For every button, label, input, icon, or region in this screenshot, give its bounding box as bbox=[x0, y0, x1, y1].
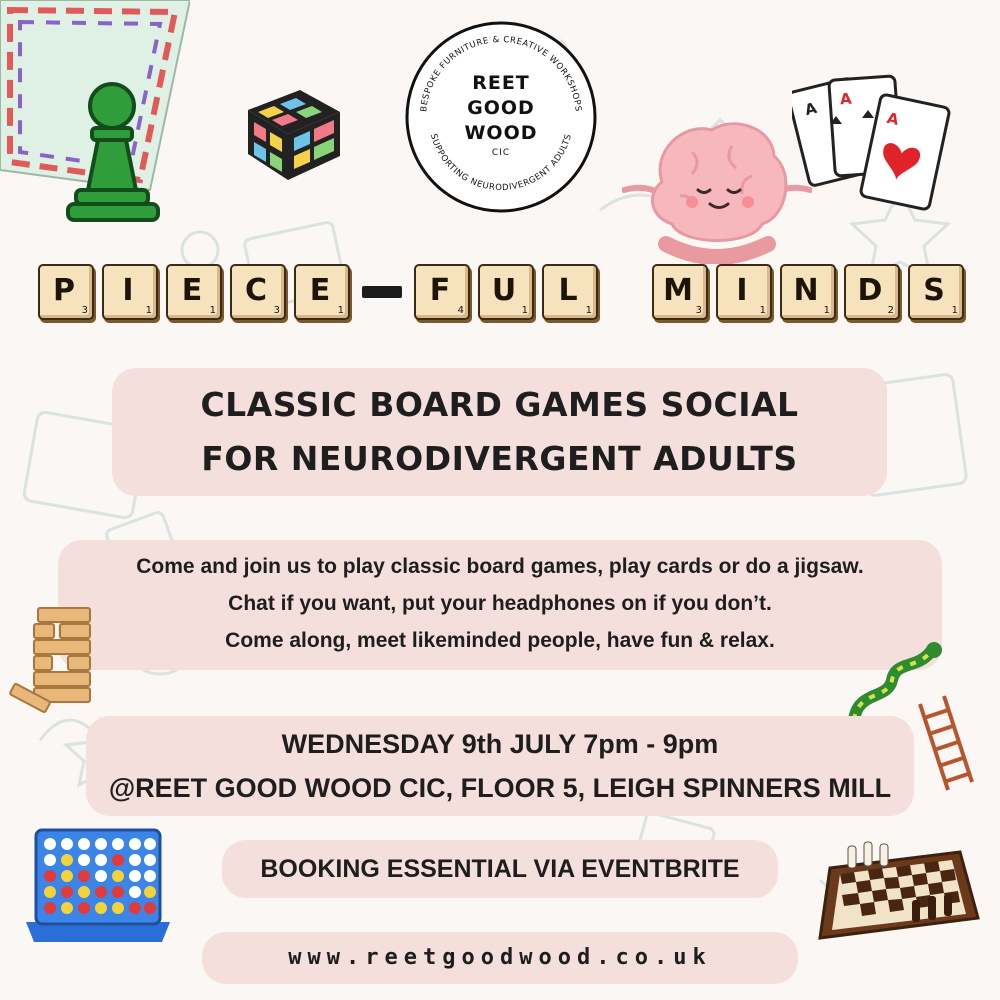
tile-points: 1 bbox=[145, 305, 152, 316]
website-link[interactable]: www.reetgoodwood.co.uk bbox=[288, 945, 712, 970]
letter-tile bbox=[542, 264, 598, 320]
connect-four-icon bbox=[22, 826, 174, 944]
tile-points: 2 bbox=[887, 305, 894, 316]
tile-points: 3 bbox=[81, 305, 88, 316]
hyphen-bar bbox=[362, 286, 402, 298]
tile-letter: L bbox=[558, 273, 578, 308]
tile-points: 1 bbox=[209, 305, 216, 316]
card-rank: A bbox=[802, 98, 819, 120]
tile-letter: C bbox=[244, 273, 268, 308]
letter-tile bbox=[780, 264, 836, 320]
tile-points: 1 bbox=[759, 305, 766, 316]
headline-pill bbox=[112, 368, 887, 496]
tile-letter: D bbox=[857, 273, 883, 308]
chess-board-icon bbox=[800, 838, 982, 950]
letter-tile bbox=[652, 264, 708, 320]
headline-line: CLASSIC BOARD GAMES SOCIAL bbox=[200, 385, 799, 424]
letter-tile bbox=[908, 264, 964, 320]
letter-tile bbox=[102, 264, 158, 320]
letter-tile bbox=[414, 264, 470, 320]
tile-points: 3 bbox=[273, 305, 280, 316]
description-line: Come and join us to play classic board games, play cards or do a jigsaw. bbox=[136, 555, 864, 578]
letter-tile bbox=[294, 264, 350, 320]
tile-points: 1 bbox=[337, 305, 344, 316]
tile-points: 4 bbox=[457, 305, 464, 316]
tile-letter: M bbox=[663, 273, 693, 308]
logo-word: REET bbox=[472, 72, 530, 94]
tile-points: 1 bbox=[823, 305, 830, 316]
tile-letter: U bbox=[491, 273, 517, 308]
letter-tile bbox=[478, 264, 534, 320]
logo-word: GOOD bbox=[467, 97, 535, 119]
event-location: @REET GOOD WOOD CIC, FLOOR 5, LEIGH SPINNERS MILL bbox=[108, 773, 892, 803]
letter-tile bbox=[844, 264, 900, 320]
card-rank: A bbox=[885, 108, 901, 130]
logo-arc-bottom: SUPPORTING NEURODIVERGENT ADULTS bbox=[427, 132, 575, 194]
tile-points: 1 bbox=[585, 305, 592, 316]
reet-good-wood-logo bbox=[404, 20, 598, 214]
description-line: Come along, meet likeminded people, have fun & relax. bbox=[225, 629, 775, 652]
tile-letter: P bbox=[53, 273, 75, 308]
rubiks-cube-icon bbox=[240, 82, 346, 182]
website-pill bbox=[202, 932, 798, 984]
description-line: Chat if you want, put your headphones on if you don’t. bbox=[228, 592, 772, 615]
tile-points: 1 bbox=[521, 305, 528, 316]
letter-tile bbox=[230, 264, 286, 320]
tile-letter: F bbox=[429, 273, 451, 308]
letter-tile bbox=[38, 264, 94, 320]
tile-letter: I bbox=[122, 273, 134, 308]
tile-points: 1 bbox=[951, 305, 958, 316]
meditating-brain-icon bbox=[622, 112, 812, 264]
letter-tile bbox=[716, 264, 772, 320]
tile-points: 3 bbox=[695, 305, 702, 316]
headline-line: FOR NEURODIVERGENT ADULTS bbox=[201, 439, 798, 478]
booking-text: BOOKING ESSENTIAL VIA EVENTBRITE bbox=[260, 855, 740, 883]
booking-pill bbox=[222, 840, 778, 898]
letter-tile bbox=[166, 264, 222, 320]
tile-letter: S bbox=[923, 273, 945, 308]
description-pill bbox=[58, 540, 942, 670]
tile-letter: E bbox=[309, 273, 331, 308]
piece-ful-minds-title bbox=[38, 264, 962, 324]
tile-letter: N bbox=[793, 273, 819, 308]
logo-word: WOOD bbox=[464, 122, 538, 144]
event-date: WEDNESDAY 9th JULY 7pm - 9pm bbox=[281, 729, 719, 759]
logo-word: CIC bbox=[491, 148, 511, 158]
cards-shapes bbox=[792, 70, 952, 230]
tile-letter: E bbox=[181, 273, 203, 308]
jenga-tower-icon bbox=[8, 604, 104, 714]
card-rank: A bbox=[839, 89, 853, 109]
event-details-pill bbox=[86, 716, 914, 816]
logo-arc-top: BESPOKE FURNITURE & CREATIVE WORKSHOPS bbox=[419, 34, 583, 113]
playing-cards-icon bbox=[792, 70, 952, 230]
chess-pawn-icon bbox=[62, 78, 164, 228]
tile-letter: I bbox=[736, 273, 748, 308]
